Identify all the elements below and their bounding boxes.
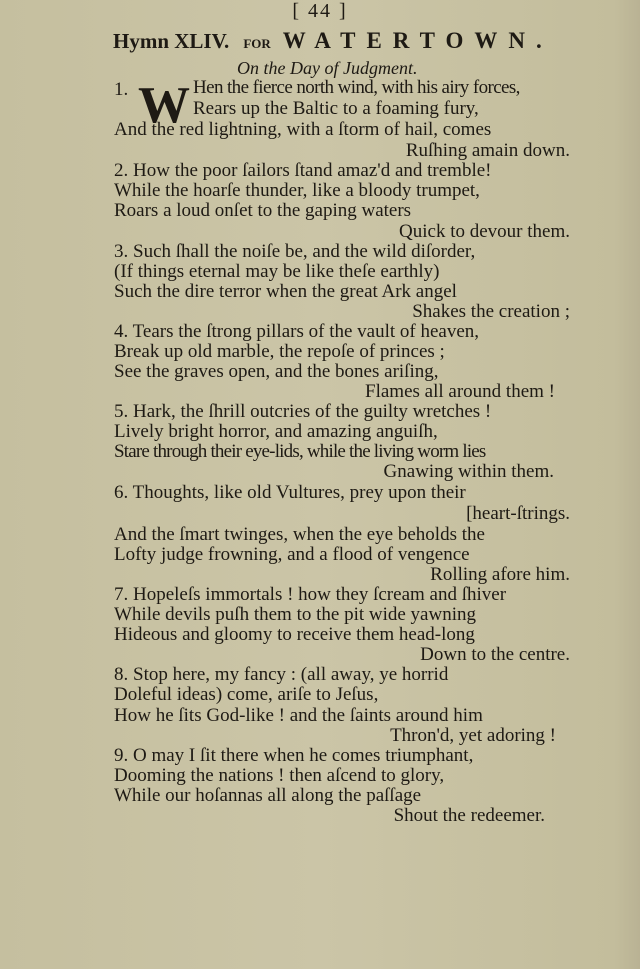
hymn-number: Hymn XLIV.	[113, 29, 230, 53]
verse-line: Shout the redeemer.	[393, 805, 545, 826]
verse-line: Hen the fierce north wind, with his airy forces,	[193, 77, 520, 98]
verse-line: See the graves open, and the bones ariſing,	[114, 361, 439, 382]
verse-line: Thron'd, yet adoring !	[390, 725, 556, 746]
verse-line: Such the dire terror when the great Ark angel	[114, 281, 457, 302]
verse-line: Stare through their eye-lids, while the living worm lies	[114, 441, 486, 462]
verse-line: Hideous and gloomy to receive them head-long	[114, 624, 475, 645]
verse-line: Ruſhing amain down.	[405, 140, 570, 161]
hymn-title	[113, 28, 553, 54]
verse-line: Gnawing within them.	[383, 461, 554, 482]
verse-line: Quick to devour them.	[399, 221, 570, 242]
verse-line: 8. Stop here, my fancy : (all away, ye horrid	[114, 664, 449, 685]
verse-line: 7. Hopeleſs immortals ! how they ſcream and ſhiver	[114, 584, 507, 605]
verse-line: Shakes the creation ;	[412, 301, 570, 322]
verse-line: Doleful ideas) come, ariſe to Jeſus,	[114, 684, 379, 705]
verse-line: While the hoarſe thunder, like a bloody trumpet,	[114, 180, 480, 201]
verse-line: Lofty judge frowning, and a flood of vengence	[114, 544, 470, 565]
verse-line: Roars a loud onſet to the gaping waters	[114, 200, 412, 221]
verse-line: And the red lightning, with a ſtorm of hail, comes	[114, 119, 492, 140]
verse-line: And the ſmart twinges, when the eye beholds the	[114, 524, 485, 545]
verse-line: [heart-ſtrings.	[466, 503, 570, 524]
verse-line: 9. O may I ſit there when he comes triumphant,	[114, 745, 474, 766]
verse-line: 5. Hark, the ſhrill outcries of the guilty wretches !	[114, 401, 492, 422]
verse-number: 1.	[114, 79, 129, 100]
hymn-subtitle: On the Day of Judgment.	[237, 58, 418, 78]
verse-line: Flames all around them !	[365, 381, 555, 402]
verse-line: Dooming the nations ! then aſcend to glory,	[114, 765, 445, 786]
verse-line: 2. How the poor ſailors ſtand amaz'd and tremble!	[114, 160, 492, 181]
verse-line: 6. Thoughts, like old Vultures, prey upon their	[114, 482, 466, 503]
verse-line: Break up old marble, the repoſe of princes ;	[114, 341, 445, 362]
tune-name: WATERTOWN.	[282, 28, 553, 53]
verse-line: 4. Tears the ſtrong pillars of the vault of heaven,	[114, 321, 480, 342]
verse-line: While our hoſannas all along the paſſage	[114, 785, 422, 806]
verse-line: (If things eternal may be like theſe earthly)	[114, 261, 440, 282]
verse-line: Rears up the Baltic to a foaming fury,	[193, 98, 479, 119]
verse-line: How he ſits God-like ! and the ſaints around him	[114, 705, 483, 726]
verse-line: 3. Such ſhall the noiſe be, and the wild diſorder,	[114, 241, 476, 262]
verse-line: Lively bright horror, and amazing anguiſh,	[114, 421, 438, 442]
title-for: FOR	[243, 36, 271, 51]
verse-line: Down to the centre.	[420, 644, 570, 665]
drop-cap: W	[138, 77, 190, 134]
page-number: [ 44 ]	[292, 0, 348, 22]
verse-line: Rolling afore him.	[430, 564, 570, 585]
verse-line: While devils puſh them to the pit wide yawning	[114, 604, 476, 625]
